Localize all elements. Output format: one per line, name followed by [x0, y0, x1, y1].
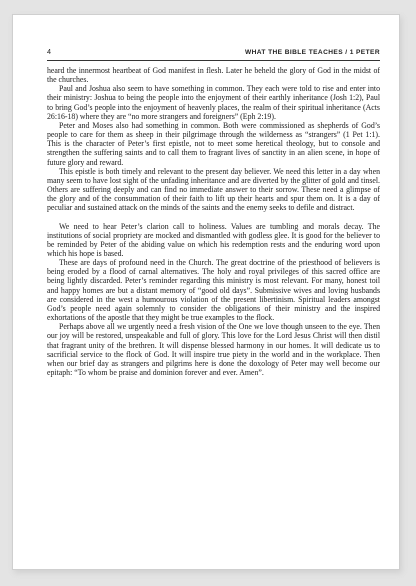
paragraph-peter-moses: Peter and Moses also had something in common. Both were commissioned as shepherds of God’s people to care for them as sheep in their pilgrimage through the wilderness as “strangers” (1 Pet 1:1). This is the character of Peter’s first epistle, not to meet some heretical theology, but to console and strengthen the suffering saints and to call them to fragrant lives of sanctity in an alien scene, in hope of future glory and reward.: [47, 120, 380, 167]
paragraph-call-to-holiness: We need to hear Peter’s clarion call to holiness. Values are tumbling and morals decay. The institutions of social propriety are mocked and dismantled with godless glee. It is good for the believer to be reminded by Peter of the abiding value on which his redemption rests and the enduring word upon which his hope is based.: [47, 221, 380, 258]
paragraph-paul-joshua: Paul and Joshua also seem to have something in common. They each were told to rise and enter into their ministry: Joshua to being the people into the enjoyment of their earthly inheritance (Josh 1:2), Paul to bring God’s people into the enjoyment of heavenly places, the realm of their spiritual inheritance (Acts 26:16-18) where they are “no more strangers and foreigners” (Eph 2:19).: [47, 84, 380, 121]
page-number: 4: [47, 47, 52, 56]
paragraph-continued: heard the innermost heartbeat of God manifest in flesh. Later he beheld the glory of God in the midst of the churches.: [47, 66, 380, 85]
paragraph-timely-relevant: This epistle is both timely and relevant to the present day believer. We need this letter in a day when many seem to have lost sight of the unfading inheritance and are diverted by the glitter of gold and tinsel. Others are suffering deeply and can find no immediate answer to their sorrow. These need a glimpse of the glory and of the consummation of their faith to lift up their hearts and spur them on. It is a day of peculiar and sustained attack on the minds of the saints and the enemy seeks to defile and distract.: [47, 166, 380, 213]
running-header: [47, 47, 380, 61]
header-rule: [47, 60, 380, 61]
running-title: WHAT THE BIBLE TEACHES / 1 PETER: [244, 49, 380, 56]
body-text: [47, 66, 380, 377]
paragraph-fresh-vision: Perhaps above all we urgently need a fresh vision of the One we love though unseen to the eye. Then our joy will be restored, unspeakable and full of glory. This love for the Lord Jesus Christ will then distil that fragrant unity of the brethren. It will dispense blessed harmony in our homes. It will dedicate us to sacrificial service to the flock of God. It will inspire true piety in the world and in the workplace. Then when our brief day as strangers and pilgrims here is done the doxology of Peter may well become our epitaph: “To whom be praise and dominion forever and ever. Amen”.: [47, 322, 380, 377]
paragraph-profound-need: These are days of profound need in the Church. The great doctrine of the priesthood of believers is being eroded by a flood of carnal alternatives. The holy and royal privileges of this sacred office are being lightly discarded. Peter’s reminder regarding this ministry is most relevant. For many, honest toil and happy homes are but a distant memory of “good old days”. Submissive wives and loving husbands are considered in the west a humourous violation of the present libertinism. Spiritual leaders amongst God’s people need again solemnly to consider the obligations of their ministry and the inspired exhortations of the apostle that they might be true examples to the flock.: [47, 258, 380, 323]
